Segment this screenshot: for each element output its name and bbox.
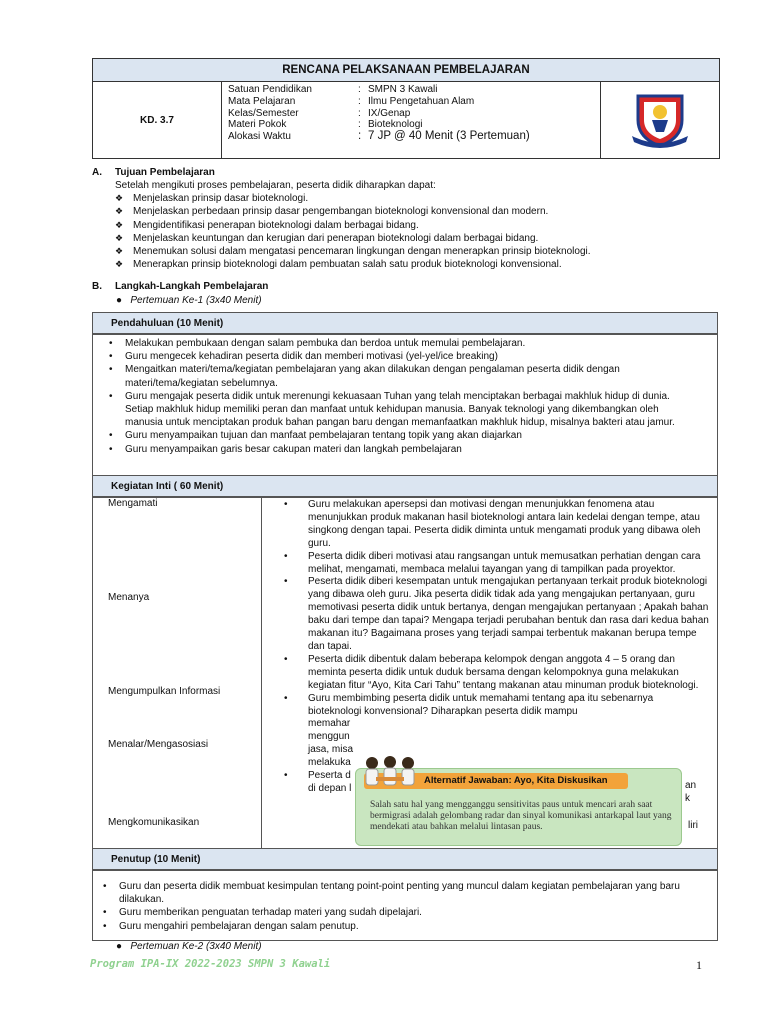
stage-label: Menalar/Mengasosiasi (108, 739, 209, 750)
pendahuluan-list (97, 337, 697, 456)
popup-text: Salah satu hal yang mengganggu sensitivitas paus untuk mencari arah saat bermigrasi adalah gelombang radar dan sinyal komunikasi antarkapal laut yang mendekati atau bahkan melalui lintasan paus. (370, 800, 672, 832)
column-divider (261, 497, 262, 849)
school-crest-icon (630, 90, 690, 150)
info-row: Mata Pelajaran : Ilmu Pengetahuan Alam (228, 95, 475, 107)
list-item-continuation: melakuka (308, 757, 351, 769)
list-item: • Guru membimbing peserta didik untuk memahami tentang apa itu sebenarnya bioteknologi konvensional? Diharapkan peserta didik mampu (284, 693, 709, 719)
list-item: ❖ Mengidentifikasi penerapan bioteknologi dalam berbagai bidang. (115, 219, 715, 232)
text-fragment: k (685, 793, 690, 804)
footer-text: Program IPA-IX 2022-2023 SMPN 3 Kawali (90, 958, 331, 970)
section-a-title: Tujuan Pembelajaran (115, 167, 215, 178)
list-item-continuation: di depan l (308, 782, 352, 794)
list-item: • Peserta d (284, 770, 709, 783)
list-item: • Guru mengahiri pembelajaran dengan salam penutup. (91, 920, 691, 933)
stage-label: Mengkomunikasikan (108, 817, 200, 828)
info-row: Alokasi Waktu : 7 JP @ 40 Menit (3 Pertemuan) (228, 130, 530, 143)
list-item: ❖ Menjelaskan keuntungan dan kerugian dari penerapan bioteknologi dalam berbagai bidang. (115, 232, 715, 245)
meeting-1-label: ● Pertemuan Ke-1 (3x40 Menit) (116, 295, 262, 306)
penutup-list (91, 880, 691, 933)
objectives-list (115, 192, 715, 272)
list-item: ❖ Menjelaskan perbedaan prinsip dasar pengembangan bioteknologi konvensional dan modern. (115, 205, 715, 218)
page-number: 1 (696, 958, 702, 972)
list-item: • Peserta didik diberi motivasi atau rangsangan untuk memusatkan perhatian dengan cara melihat, mengamati, membaca melalui tayangan yang di tampilkan pada proyektor. (284, 551, 709, 577)
pendahuluan-body (92, 333, 718, 477)
list-item: • Peserta didik diberi kesempatan untuk mengajukan pertanyaan terkait produk bioteknologi yang dibawa oleh guru. Jika peserta didik tidak ada yang mengajukan pertanyaan, guru memotivasi peserta didik untuk bertanya, dengan mengajukan pertanyaan ; Apakah bahan baku dari tempe dan tapai? Mengapa terjadi perubahan bentuk dan rasa dari kedua bahan makanan itu? Bagaimana proses yang terjadi sampai terbentuk makanan berupa tempe dan tapai. (284, 576, 709, 653)
info-row: Satuan Pendidikan : SMPN 3 Kawali (228, 84, 438, 95)
inti-header: Kegiatan Inti ( 60 Menit) (92, 475, 718, 498)
stage-label: Mengumpulkan Informasi (108, 686, 221, 697)
list-item-continuation: memahar (308, 718, 351, 730)
kd-code: KD. 3.7 (93, 82, 222, 158)
penutup-header: Penutup (10 Menit) (92, 848, 718, 871)
school-logo (601, 82, 719, 158)
stage-label: Mengamati (108, 498, 158, 509)
section-b-letter: B. (92, 281, 102, 292)
pendahuluan-header: Pendahuluan (10 Menit) (92, 312, 718, 335)
list-item-continuation: menggun (308, 731, 350, 743)
penutup-body (92, 869, 718, 941)
list-item: • Peserta didik dibentuk dalam beberapa kelompok dengan anggota 4 – 5 orang dan meminta peserta didik untuk duduk bersama dengan kelompoknya guna melakukan kegiatan fitur “Ayo, Kita Cari Tahu” tentang makanan atau minuman produk bioteknologi. (284, 654, 709, 693)
rpp-header (92, 58, 720, 159)
document-title: RENCANA PELAKSANAAN PEMBELAJARAN (93, 59, 719, 82)
text-fragment: liri (688, 820, 698, 831)
meeting-2-label: ● Pertemuan Ke-2 (3x40 Menit) (116, 941, 262, 952)
list-item: ❖ Menerapkan prinsip bioteknologi dalam pembuatan salah satu produk bioteknologi konvensional. (115, 258, 715, 271)
info-row: Kelas/Semester : IX/Genap (228, 107, 411, 119)
section-b-title: Langkah-Langkah Pembelajaran (115, 281, 269, 292)
section-a-intro: Setelah mengikuti proses pembelajaran, peserta didik diharapkan dapat: (115, 180, 436, 191)
list-item: • Guru mengajak peserta didik untuk merenungi kekuasaan Tuhan yang telah menciptakan berbagai makhluk hidup di dunia. Setiap makhluk hidup memiliki peran dan manfaat untuk kehidupan manusia. Banyak teknologi yang dikembangkan oleh manusia untuk menciptakan produk bahan pangan baru dengan memanfaatkan makhluk hidup, misalnya bakteri atau jamur. (97, 390, 697, 430)
info-row: Materi Pokok : Bioteknologi (228, 119, 423, 131)
list-item: • Guru menyampaikan tujuan dan manfaat pembelajaran tentang topik yang akan diajarkan (97, 429, 697, 442)
list-item: • Melakukan pembukaan dengan salam pembuka dan berdoa untuk memulai pembelajaran. (97, 337, 697, 350)
section-a-letter: A. (92, 167, 102, 178)
students-illustration-icon (362, 755, 418, 789)
list-item: • Guru menyampaikan garis besar cakupan materi dan langkah pembelajaran (97, 443, 697, 456)
list-item: • Guru memberikan penguatan terhadap materi yang sudah dipelajari. (91, 906, 691, 919)
alternative-answer-popup (355, 768, 682, 846)
popup-title: Alternatif Jawaban: Ayo, Kita Diskusikan (364, 773, 628, 789)
stage-label: Menanya (108, 592, 150, 603)
list-item: ❖ Menjelaskan prinsip dasar bioteknologi. (115, 192, 715, 205)
list-item: • Mengaitkan materi/tema/kegiatan pembelajaran yang akan dilakukan dengan pengalaman peserta didik dengan materi/tema/kegiatan sebelumnya. (97, 363, 697, 389)
list-item: • Guru melakukan apersepsi dan motivasi dengan menunjukkan fenomena atau menunjukkan produk makanan hasil bioteknologi antara lain kedelai dengan tempe, atau singkong dengan tapai. Peserta didik diminta untuk mengamati produk yang dibawa oleh guru. (284, 499, 709, 551)
list-item: • Guru mengecek kehadiran peserta didik dan memberi motivasi (yel-yel/ice breaking) (97, 350, 697, 363)
list-item-continuation: jasa, misa (308, 744, 354, 756)
list-item: • Guru dan peserta didik membuat kesimpulan tentang point-point penting yang muncul dalam kegiatan pembelajaran yang baru dilakukan. (91, 880, 691, 906)
header-info (222, 82, 601, 158)
inti-list (284, 499, 709, 796)
list-item: ❖ Menemukan solusi dalam mengatasi pencemaran lingkungan dengan menerapkan prinsip bioteknologi. (115, 245, 715, 258)
text-fragment: an (685, 780, 697, 791)
